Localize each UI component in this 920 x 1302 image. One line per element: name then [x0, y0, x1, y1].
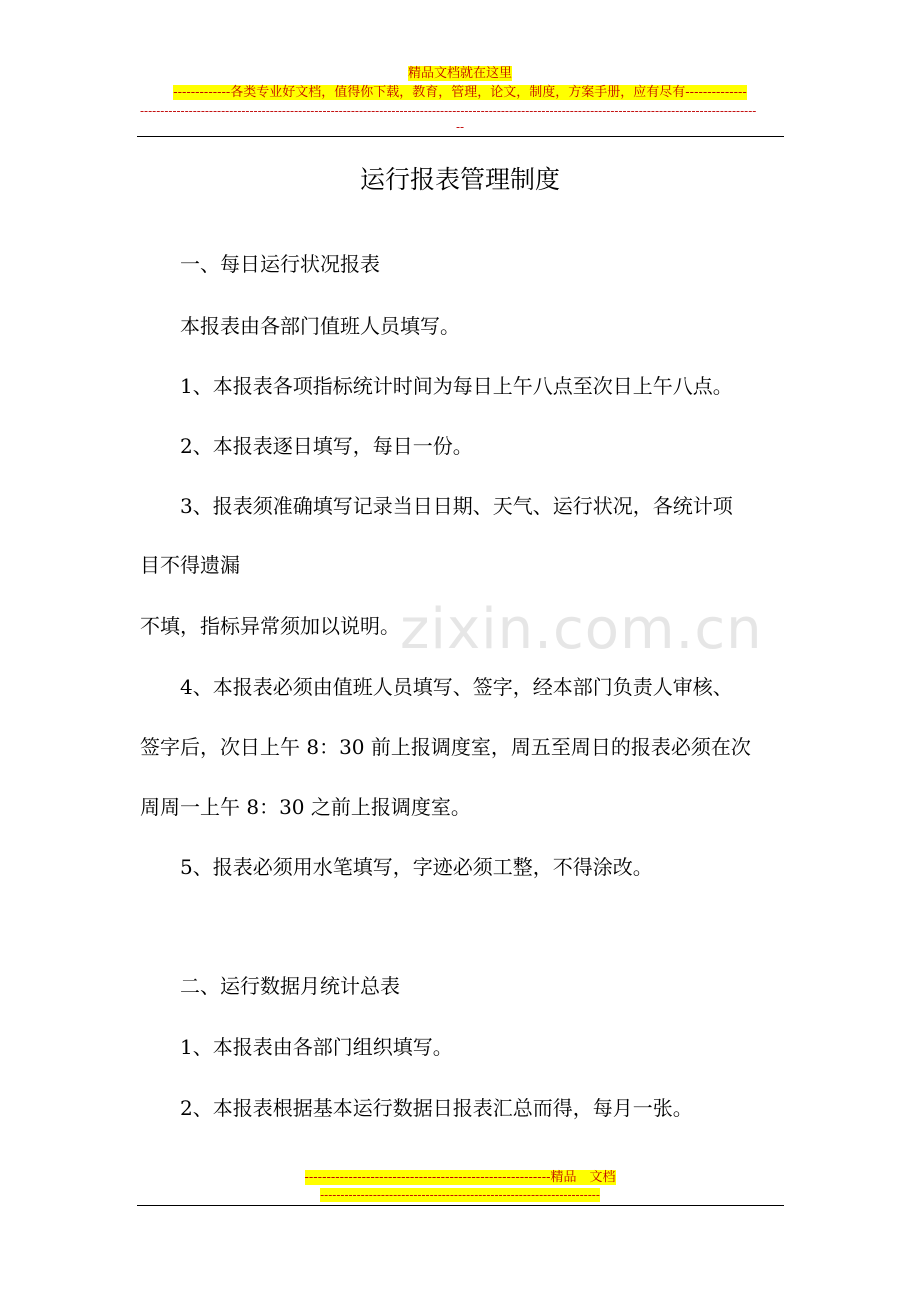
- document-title: 运行报表管理制度: [359, 165, 560, 194]
- section-1-item-4-line-2: 签字后，次日上午 8：30 前上报调度室，周五至周日的报表必须在次: [140, 735, 751, 759]
- footer-dash-text: ---------------------------------------------------------------------: [320, 1188, 600, 1202]
- section-1-heading: 一、每日运行状况报表: [180, 252, 380, 276]
- section-1-item-3-line-1: 3、报表须准确填写记录当日日期、天气、运行状况，各统计项: [180, 494, 733, 518]
- header-tagline: [0, 65, 920, 83]
- section-1-item-5: 5、报表必须用水笔填写，字迹必须工整，不得涂改。: [180, 855, 653, 879]
- footer-dash-line: [0, 1187, 920, 1203]
- header-tagline-text: 精品文档就在这里: [407, 66, 512, 81]
- watermark: zixin.com.cn: [400, 597, 763, 662]
- section-1-item-4-line-3: 周周一上午 8：30 之前上报调度室。: [140, 795, 471, 819]
- header-banner-text: -------------各类专业好文档，值得你下载，教育，管理，论文，制度，方案手册，应有尽有--------------: [173, 85, 747, 100]
- section-1-item-1: 1、本报表各项指标统计时间为每日上午八点至次日上午八点。: [180, 374, 733, 398]
- header-rule: [137, 136, 784, 137]
- section-1-item-2: 2、本报表逐日填写，每日一份。: [180, 434, 473, 458]
- section-2-item-2: 2、本报表根据基本运行数据日报表汇总而得，每月一张。: [180, 1096, 693, 1120]
- section-1-item-3-line-2: 目不得遗漏: [140, 553, 240, 577]
- section-2-item-1: 1、本报表由各部门组织填写。: [180, 1035, 453, 1059]
- header-dash-line: --------------------------------------------------------------------------------------------------------------------------------------------------------: [140, 104, 757, 118]
- footer-rule: [137, 1205, 784, 1206]
- footer-tagline: [0, 1169, 920, 1187]
- section-2-heading: 二、运行数据月统计总表: [180, 974, 400, 998]
- footer-tagline-text: --------------------------------------------------------精品 文档: [304, 1170, 616, 1185]
- header-dash-tail: --: [455, 120, 465, 134]
- section-1-item-4-line-1: 4、本报表必须由值班人员填写、签字，经本部门负责人审核、: [180, 675, 733, 699]
- header-banner: [0, 84, 920, 102]
- section-1-intro: 本报表由各部门值班人员填写。: [180, 314, 460, 338]
- section-1-item-3-line-3: 不填，指标异常须加以说明。: [140, 614, 400, 638]
